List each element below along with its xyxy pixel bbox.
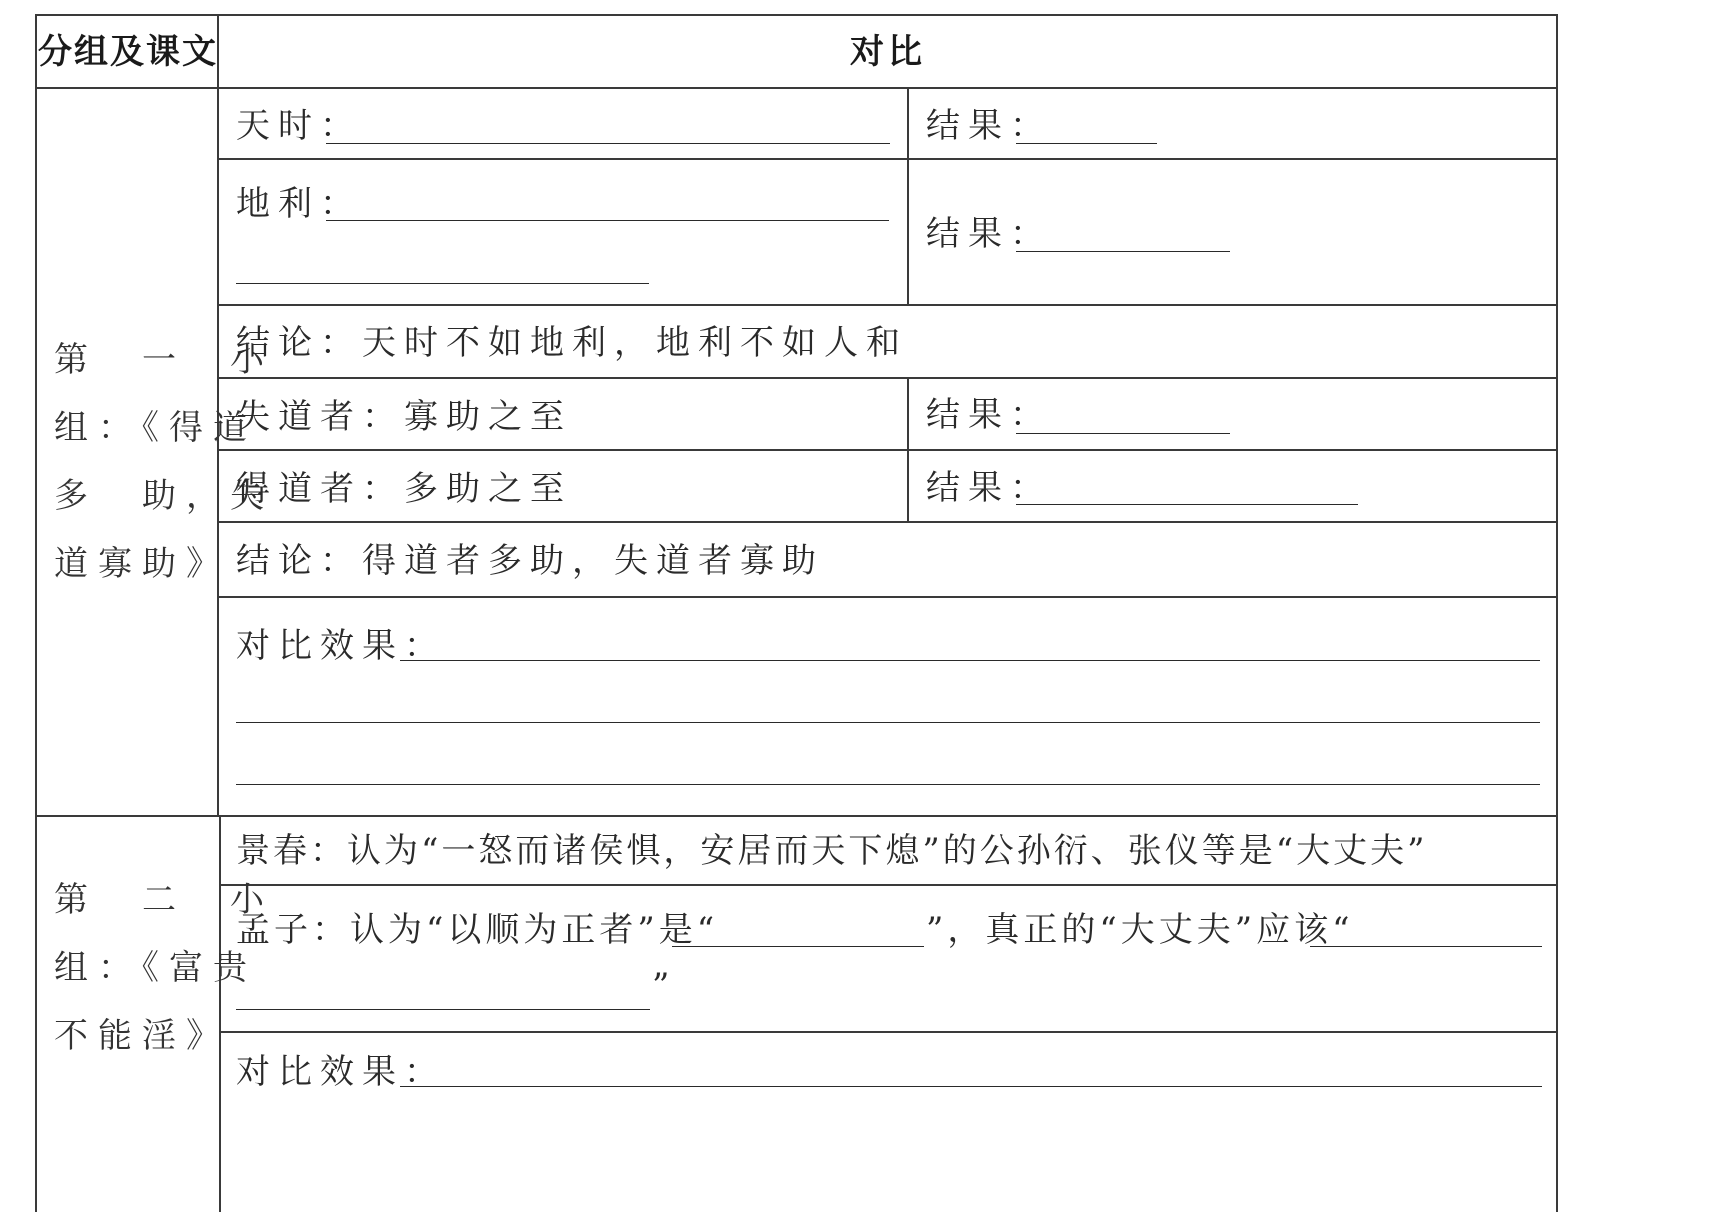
- mengzi-blank-2[interactable]: [1310, 946, 1542, 947]
- result-divider-upper: [907, 87, 909, 304]
- row-line-jingchun: [219, 884, 1556, 886]
- jingchun-text: 景春：认为“一怒而诸侯惧，安居而天下熄”的公孙衍、张仪等是“大丈夫”: [236, 831, 1428, 871]
- dedao-text: 得道者：多助之至: [236, 469, 572, 509]
- row-line-shidao: [217, 449, 1556, 451]
- dili-result-label: 结果：: [926, 214, 1052, 254]
- dili-answer-blank-2[interactable]: [236, 283, 649, 284]
- tianshi-answer-blank[interactable]: [326, 143, 890, 144]
- row-line-dili: [217, 304, 1556, 306]
- group1-label-line: 道寡助》: [54, 544, 230, 584]
- mengzi-text-part1: 孟子：认为“以顺为正者”是“: [236, 910, 719, 950]
- table-left-border: [35, 14, 37, 1212]
- tianshi-result-label: 结果：: [926, 106, 1052, 146]
- mengzi-text-part2: ”，真正的“大丈夫”应该“: [926, 910, 1354, 950]
- group2-effect-label: 对比效果：: [236, 1052, 446, 1092]
- mengzi-blank-3[interactable]: [236, 1009, 650, 1010]
- row-line-conclusion1: [217, 377, 1556, 379]
- group1-label-line: 多 助，失: [54, 476, 274, 516]
- header-comparison: 对比: [850, 32, 926, 72]
- group1-label-line: 组：《得道: [54, 408, 257, 448]
- group1-effect-blank-1[interactable]: [400, 660, 1540, 661]
- group1-label-line: 第 一 小: [54, 340, 274, 380]
- group2-effect-blank[interactable]: [400, 1086, 1542, 1087]
- group1-effect-label: 对比效果：: [236, 626, 446, 666]
- row-line-conclusion2: [217, 596, 1556, 598]
- row-line-mengzi: [219, 1031, 1556, 1033]
- group1-effect-blank-3[interactable]: [236, 784, 1540, 785]
- mengzi-closing-quote: ”: [652, 966, 678, 1006]
- conclusion1-text: 结论：天时不如地利，地利不如人和: [236, 323, 908, 363]
- group2-label: [54, 866, 274, 1070]
- group1-effect-blank-2[interactable]: [236, 722, 1540, 723]
- table-right-border: [1556, 14, 1558, 1212]
- dili-label: 地利：: [236, 184, 362, 224]
- group-divider: [36, 815, 1556, 817]
- tianshi-label: 天时：: [236, 106, 362, 146]
- conclusion2-text: 结论：得道者多助，失道者寡助: [236, 541, 824, 581]
- result-divider-lower: [907, 377, 909, 521]
- group2-label-line: 不能淫》: [54, 1016, 230, 1056]
- dili-result-blank[interactable]: [1016, 251, 1230, 252]
- tianshi-result-blank[interactable]: [1016, 143, 1157, 144]
- header-bottom-border: [36, 87, 1556, 89]
- dedao-result-blank[interactable]: [1016, 504, 1358, 505]
- row-line-dedao: [217, 521, 1556, 523]
- dili-answer-blank-1[interactable]: [326, 220, 889, 221]
- mengzi-blank-1[interactable]: [672, 946, 924, 947]
- dedao-result-label: 结果：: [926, 468, 1052, 508]
- shidao-result-label: 结果：: [926, 395, 1052, 435]
- shidao-result-blank[interactable]: [1016, 433, 1230, 434]
- row-line-tianshi: [217, 158, 1556, 160]
- table-top-border: [36, 14, 1556, 16]
- shidao-text: 失道者：寡助之至: [236, 397, 572, 437]
- group2-label-line: 组：《富贵: [54, 948, 257, 988]
- group2-label-line: 第 二 小: [54, 880, 274, 920]
- header-group-and-text: 分组及课文: [38, 32, 218, 72]
